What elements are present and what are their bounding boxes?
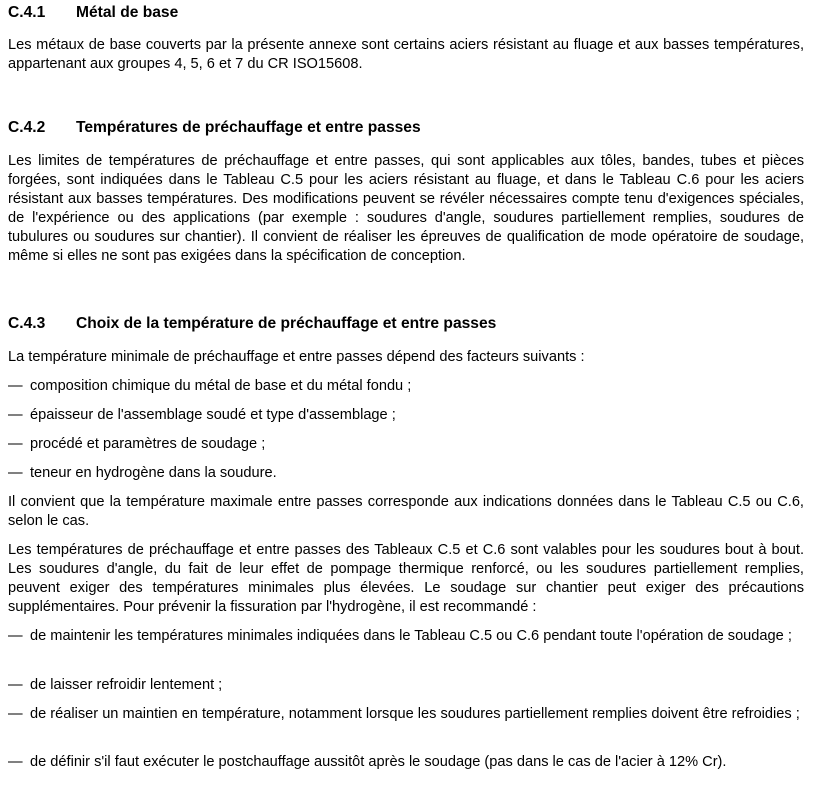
list-dash: — <box>8 754 23 770</box>
list-item <box>8 435 804 454</box>
list-item <box>8 627 804 646</box>
list-item-text: épaisseur de l'assemblage soudé et type d'assemblage ; <box>30 407 396 423</box>
list-item <box>8 464 804 483</box>
list-dash: — <box>8 628 23 644</box>
list-item-text: procédé et paramètres de soudage ; <box>30 436 266 452</box>
paragraph-factors-intro: La température minimale de préchauffage et entre passes dépend des facteurs suivants : <box>8 349 585 365</box>
list-item-text: de maintenir les températures minimales indiquées dans le Tableau C.5 ou C.6 pendant toute l'opération de soudage ; <box>30 628 792 644</box>
list-item-text: de réaliser un maintien en température, notamment lorsque les soudures partiellement remplies doivent être refroidies ; <box>30 706 800 722</box>
paragraph-max-temperature: Il convient que la température maximale entre passes corresponde aux indications données dans le Tableau C.5 ou C.6, selon le cas. <box>8 494 804 529</box>
list-dash: — <box>8 465 23 481</box>
list-dash: — <box>8 436 23 452</box>
paragraph-temperatures: Les limites de températures de préchauffage et entre passes, qui sont applicables aux tôles, bandes, tubes et pièces forgées, sont indiquées dans le Tableau C.5 pour les aciers résistant au fluage, et dans le Tableau C.6 pour les aciers résistant aux basses températures. Des modifications peuvent se révéler nécessaires compte tenu d'exigences spéciales, de l'expérience ou des applications (par exemple : soudures d'angle, soudures partiellement remplies, soudures de tubulures ou soudures sur chantier). Il convient de réaliser les épreuves de qualification de mode opératoire de soudage, même si elles ne sont pas exigées dans la spécification de conception. <box>8 153 804 264</box>
list-item-text: composition chimique du métal de base et du métal fondu ; <box>30 378 412 394</box>
list-item <box>8 753 804 772</box>
section-number: C.4.1 <box>8 4 46 21</box>
list-item-text: de laisser refroidir lentement ; <box>30 677 223 693</box>
list-item <box>8 377 804 396</box>
section-heading-c42 <box>8 118 804 138</box>
list-item <box>8 676 804 695</box>
list-item-text: teneur en hydrogène dans la soudure. <box>30 465 277 481</box>
list-item <box>8 406 804 425</box>
section-number: C.4.2 <box>8 119 46 136</box>
paragraph-validity: Les températures de préchauffage et entre passes des Tableaux C.5 et C.6 sont valables pour les soudures bout à bout. Les soudures d'angle, du fait de leur effet de pompage thermique renforcé, ou les soudures partiellement remplies, peuvent exiger des températures minimales plus élevées. Le soudage sur chantier peut exiger des précautions supplémentaires. Pour prévenir la fissuration par l'hydrogène, il est recommandé : <box>8 542 804 615</box>
list-dash: — <box>8 378 23 394</box>
list-dash: — <box>8 677 23 693</box>
list-dash: — <box>8 407 23 423</box>
paragraph-base-metal: Les métaux de base couverts par la présente annexe sont certains aciers résistant au fluage et aux basses températures, appartenant aux groupes 4, 5, 6 et 7 du CR ISO15608. <box>8 37 804 72</box>
list-item <box>8 705 804 724</box>
section-title: Choix de la température de préchauffage et entre passes <box>76 315 497 332</box>
section-heading-c43 <box>8 314 804 334</box>
list-dash: — <box>8 706 23 722</box>
section-title: Températures de préchauffage et entre passes <box>76 119 421 136</box>
list-item-text: de définir s'il faut exécuter le postchauffage aussitôt après le soudage (pas dans le cas de l'acier à 12% Cr). <box>30 754 727 770</box>
section-title: Métal de base <box>76 4 179 21</box>
section-heading-c41 <box>8 3 804 23</box>
section-number: C.4.3 <box>8 315 46 332</box>
